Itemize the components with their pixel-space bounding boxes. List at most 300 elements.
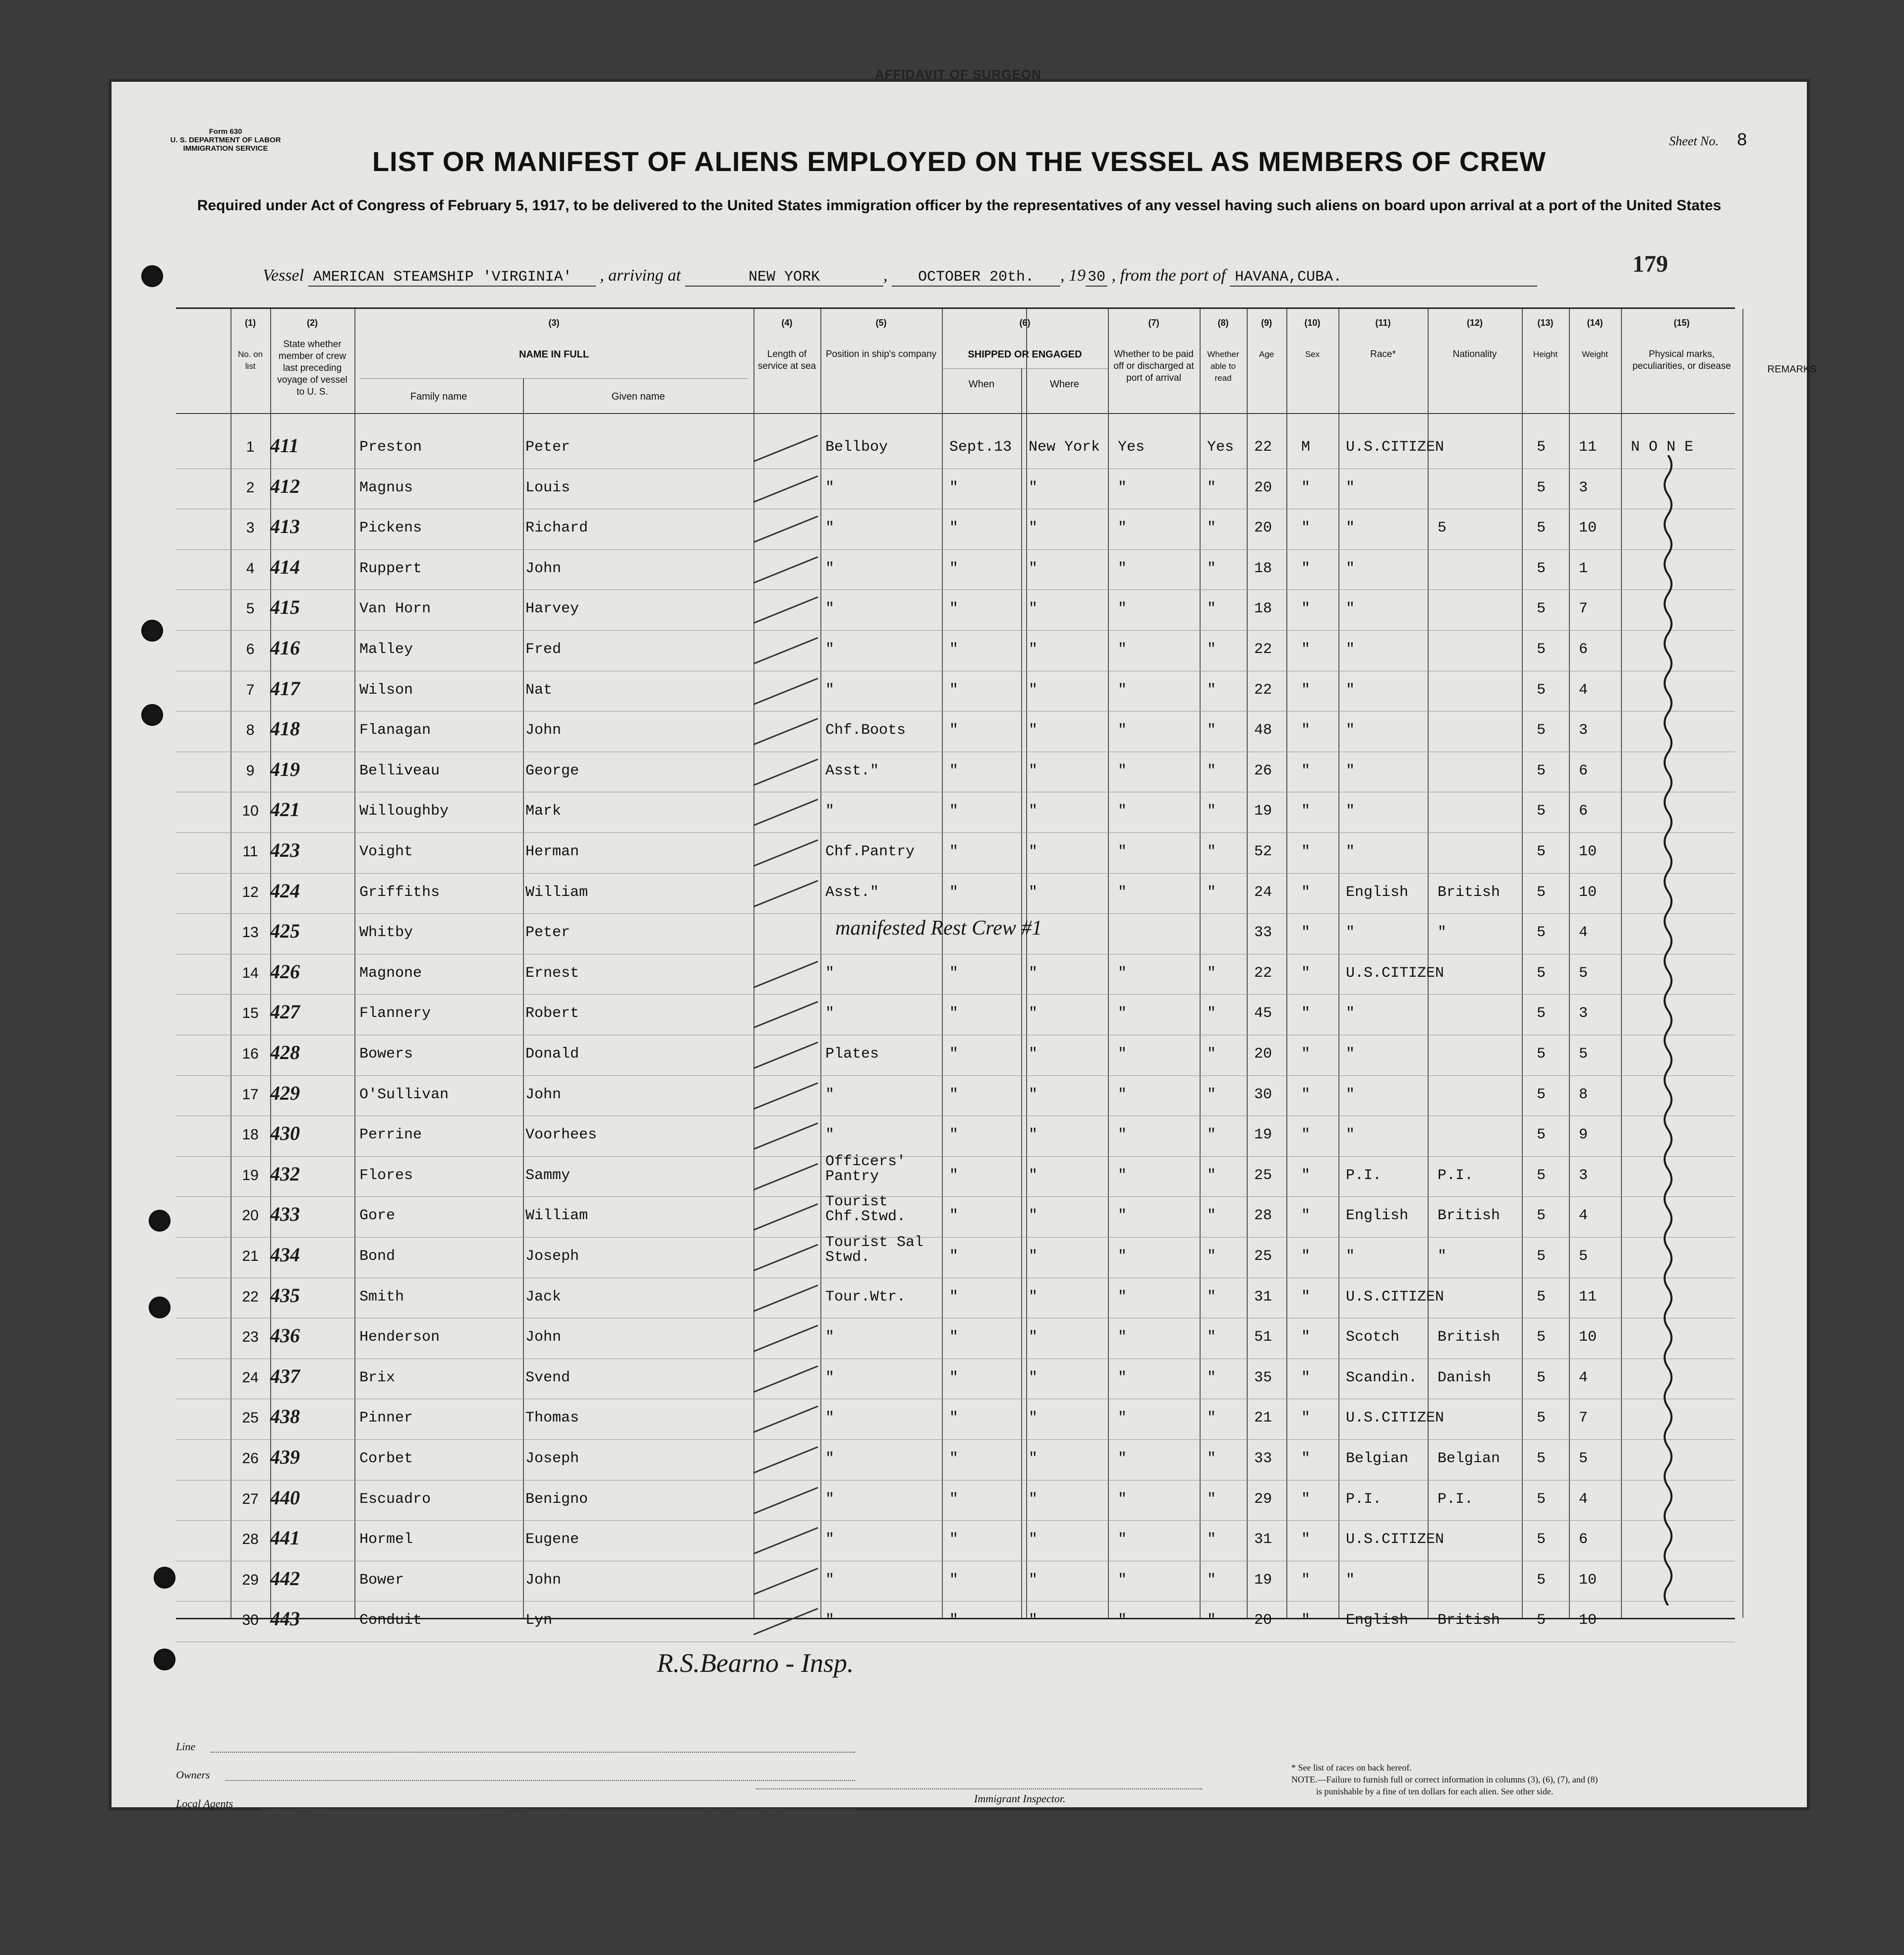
cell-where: " [1029, 600, 1038, 618]
cell-read: " [1207, 1086, 1216, 1103]
c13-number: (13) [1537, 318, 1554, 328]
cell-where: " [1029, 1046, 1038, 1063]
row-divider [176, 1196, 1735, 1197]
cell-no: 8 [246, 722, 255, 739]
cell-family: Smith [359, 1288, 404, 1305]
cell-read: " [1207, 843, 1216, 860]
arrival-port: NEW YORK [685, 269, 883, 287]
cell-family: O'Sullivan [359, 1086, 449, 1103]
cell-family: Ruppert [359, 560, 422, 577]
cell-weight: 10 [1579, 1571, 1597, 1589]
cell-no: 27 [242, 1490, 259, 1507]
cell-race: " [1346, 924, 1355, 942]
c9-label: Age [1259, 350, 1274, 359]
cell-no: 12 [242, 884, 259, 900]
cell-paid: " [1118, 1126, 1127, 1144]
cell-prev: 417 [270, 677, 300, 700]
cell-read: " [1207, 803, 1216, 820]
cell-weight: 3 [1579, 722, 1588, 739]
cell-race: " [1346, 681, 1355, 699]
cell-prev: 429 [270, 1081, 300, 1104]
cell-age: 24 [1254, 884, 1272, 901]
cell-read: " [1207, 1490, 1216, 1508]
cell-read: " [1207, 1248, 1216, 1265]
cell-prev: 443 [270, 1607, 300, 1630]
cell-where: " [1029, 520, 1038, 537]
cell-race: Belgian [1346, 1450, 1409, 1467]
cell-given: Thomas [525, 1410, 579, 1427]
column-divider [523, 378, 524, 1618]
c14-label: Weight [1582, 350, 1608, 359]
cell-given: Joseph [525, 1450, 579, 1467]
cell-paid: " [1118, 681, 1127, 699]
cell-where: " [1029, 479, 1038, 496]
c2-label: State whether member of crew last preceding voyage of vessel to U. S. [277, 339, 347, 397]
cell-sex: " [1301, 924, 1311, 942]
cell-no: 18 [242, 1126, 259, 1143]
cell-family: Wilson [359, 681, 413, 699]
c7-number: (7) [1148, 318, 1159, 328]
cell-weight: 7 [1579, 1410, 1588, 1427]
cell-age: 30 [1254, 1086, 1272, 1103]
row-divider [176, 1075, 1735, 1076]
cell-sex: " [1301, 1369, 1311, 1386]
cell-read: " [1207, 722, 1216, 739]
page-subtitle: Required under Act of Congress of February 5, 1917, to be delivered to the United States immigration officer by the representatives of any vessel having such aliens on board upon arrival at a port of the United States [197, 197, 1722, 214]
cell-paid: " [1118, 1248, 1127, 1265]
cell-position: " [825, 1571, 835, 1589]
cell-sex: " [1301, 1248, 1311, 1265]
cell-weight: 3 [1579, 1167, 1588, 1184]
cell-when: " [949, 843, 959, 860]
cell-no: 21 [242, 1248, 259, 1264]
cell-prev: 414 [270, 555, 300, 578]
cell-prev: 441 [270, 1527, 300, 1549]
cell-family: Flores [359, 1167, 413, 1184]
remarks-header: REMARKS [1767, 364, 1817, 375]
cell-weight: 6 [1579, 803, 1588, 820]
cell-family: Pinner [359, 1410, 413, 1427]
cell-height: 5 [1537, 439, 1546, 456]
cell-age: 45 [1254, 1005, 1272, 1022]
cell-nationality: P.I. [1438, 1167, 1474, 1184]
cell-family: Corbet [359, 1450, 413, 1467]
cell-sex: " [1301, 1612, 1311, 1629]
cell-position: " [825, 1490, 835, 1508]
cell-paid: " [1118, 560, 1127, 577]
column-divider [1108, 309, 1109, 1618]
cell-paid: " [1118, 843, 1127, 860]
cell-when: " [949, 600, 959, 618]
name-in-full-header: NAME IN FULL [519, 349, 589, 360]
cell-when: " [949, 1531, 959, 1548]
service-tick-mark [753, 799, 818, 826]
cell-when: " [949, 884, 959, 901]
cell-read: " [1207, 479, 1216, 496]
cell-prev: 438 [270, 1405, 300, 1428]
cell-where: " [1029, 681, 1038, 699]
cell-read: " [1207, 1126, 1216, 1144]
cell-age: 26 [1254, 762, 1272, 779]
cell-prev: 430 [270, 1122, 300, 1145]
cell-age: 19 [1254, 1126, 1272, 1144]
cell-no: 16 [242, 1046, 259, 1062]
cell-given: Lyn [525, 1612, 553, 1629]
cell-height: 5 [1537, 1531, 1546, 1548]
column-divider [1247, 309, 1248, 1618]
cell-paid: " [1118, 1167, 1127, 1184]
form-line: IMMIGRATION SERVICE [183, 144, 268, 153]
c2-number: (2) [307, 318, 318, 328]
where-header: Where [1050, 379, 1079, 390]
cell-height: 5 [1537, 1288, 1546, 1305]
cell-when: " [949, 1126, 959, 1144]
cell-family: Bond [359, 1248, 396, 1265]
cell-race: U.S.CITIZEN [1346, 1531, 1444, 1548]
service-tick-mark [753, 1284, 818, 1311]
cell-given: Richard [525, 520, 588, 537]
cell-where: " [1029, 884, 1038, 901]
cell-family: Magnus [359, 479, 413, 496]
cell-prev: 423 [270, 839, 300, 861]
cell-height: 5 [1537, 1329, 1546, 1346]
cell-family: Bowers [359, 1046, 413, 1063]
cell-when: " [949, 1329, 959, 1346]
cell-sex: " [1301, 1288, 1311, 1305]
cell-family: Flannery [359, 1005, 431, 1022]
cell-family: Van Horn [359, 600, 431, 618]
cell-nationality: P.I. [1438, 1490, 1474, 1508]
cell-weight: 4 [1579, 1369, 1588, 1386]
cell-position: " [825, 1086, 835, 1103]
cell-given: John [525, 722, 562, 739]
cell-age: 20 [1254, 520, 1272, 537]
cell-given: Harvey [525, 600, 579, 618]
cell-family: Magnone [359, 964, 422, 982]
cell-height: 5 [1537, 1369, 1546, 1386]
cell-age: 19 [1254, 1571, 1272, 1589]
cell-weight: 5 [1579, 1248, 1588, 1265]
cell-weight: 4 [1579, 924, 1588, 942]
cell-where: " [1029, 1612, 1038, 1629]
cell-no: 26 [242, 1450, 259, 1467]
service-tick-mark [753, 1568, 818, 1595]
handwritten-annotation: manifested Rest Crew #1 [835, 917, 1042, 940]
cell-weight: 4 [1579, 681, 1588, 699]
cell-race: " [1346, 479, 1355, 496]
cell-read: " [1207, 560, 1216, 577]
cell-race: " [1346, 560, 1355, 577]
cell-read: " [1207, 1410, 1216, 1427]
cell-sex: " [1301, 560, 1311, 577]
service-tick-mark [753, 1486, 818, 1514]
cell-given: Robert [525, 1005, 579, 1022]
cell-position: " [825, 1410, 835, 1427]
cell-prev: 421 [270, 798, 300, 821]
c1-label: No. on list [237, 350, 263, 371]
service-tick-mark [753, 556, 818, 584]
cell-given: John [525, 1329, 562, 1346]
cell-sex: " [1301, 1046, 1311, 1063]
cell-height: 5 [1537, 1571, 1546, 1589]
cell-given: John [525, 1086, 562, 1103]
form-line: Form 630 [209, 127, 242, 136]
cell-prev: 439 [270, 1446, 300, 1468]
cell-sex: " [1301, 964, 1311, 982]
cell-family: Hormel [359, 1531, 413, 1548]
cell-nationality: British [1438, 1329, 1500, 1346]
cell-sex: " [1301, 681, 1311, 699]
cell-read: " [1207, 641, 1216, 658]
cell-position: " [825, 1126, 835, 1144]
cell-where: " [1029, 1248, 1038, 1265]
cell-weight: 9 [1579, 1126, 1588, 1144]
cell-no: 4 [246, 560, 255, 577]
cell-height: 5 [1537, 1126, 1546, 1144]
cell-position: " [825, 641, 835, 658]
cell-given: Fred [525, 641, 562, 658]
cell-no: 23 [242, 1329, 259, 1346]
cell-sex: " [1301, 803, 1311, 820]
cell-position: " [825, 1369, 835, 1386]
cell-race: English [1346, 1612, 1409, 1629]
cell-paid: " [1118, 1450, 1127, 1467]
page-title: LIST OR MANIFEST OF ALIENS EMPLOYED ON THE VESSEL AS MEMBERS OF CREW [372, 146, 1547, 177]
cell-position: " [825, 1329, 835, 1346]
cell-position: " [825, 600, 835, 618]
cell-prev: 427 [270, 1001, 300, 1023]
vessel-name: AMERICAN STEAMSHIP 'VIRGINIA' [308, 269, 596, 287]
cell-where: " [1029, 1005, 1038, 1022]
service-tick-mark [753, 1608, 818, 1635]
column-divider [1338, 309, 1339, 1618]
cell-prev: 424 [270, 879, 300, 902]
cell-where: " [1029, 1126, 1038, 1144]
cell-weight: 4 [1579, 1207, 1588, 1225]
cell-when: " [949, 1369, 959, 1386]
cell-position: " [825, 479, 835, 496]
cell-no: 11 [242, 843, 258, 860]
cell-where: " [1029, 964, 1038, 982]
cell-where: " [1029, 722, 1038, 739]
service-tick-mark [753, 1163, 818, 1190]
cell-paid: " [1118, 762, 1127, 779]
cell-race: Scandin. [1346, 1369, 1418, 1386]
cell-age: 19 [1254, 803, 1272, 820]
cell-height: 5 [1537, 1167, 1546, 1184]
cell-where: " [1029, 1288, 1038, 1305]
service-tick-mark [753, 1365, 818, 1393]
cell-sex: " [1301, 722, 1311, 739]
service-tick-mark [753, 759, 818, 786]
cell-race: " [1346, 600, 1355, 618]
binder-hole [149, 1210, 171, 1232]
cell-family: Griffiths [359, 884, 440, 901]
cell-position: " [825, 803, 835, 820]
c11-number: (11) [1375, 318, 1391, 328]
cell-read: " [1207, 1531, 1216, 1548]
cell-paid: " [1118, 1410, 1127, 1427]
cell-where: " [1029, 762, 1038, 779]
cell-age: 52 [1254, 843, 1272, 860]
cell-read: " [1207, 600, 1216, 618]
cell-when: " [949, 560, 959, 577]
cell-paid: " [1118, 964, 1127, 982]
cell-no: 13 [242, 924, 259, 941]
cell-race: " [1346, 843, 1355, 860]
cell-given: Eugene [525, 1531, 579, 1548]
cell-height: 5 [1537, 1005, 1546, 1022]
footer-line-label: Line [176, 1740, 196, 1753]
footer-owners-label: Owners [176, 1769, 210, 1781]
cell-no: 29 [242, 1571, 259, 1588]
cell-given: Louis [525, 479, 571, 496]
cell-no: 22 [242, 1288, 259, 1305]
service-tick-mark [753, 1406, 818, 1433]
cell-height: 5 [1537, 964, 1546, 982]
cell-sex: " [1301, 1490, 1311, 1508]
cell-prev: 434 [270, 1244, 300, 1266]
cell-position: " [825, 1005, 835, 1022]
binder-hole [154, 1649, 175, 1670]
cell-read: " [1207, 1046, 1216, 1063]
cell-sex: " [1301, 641, 1311, 658]
cell-position: " [825, 1450, 835, 1467]
row-divider [176, 913, 1735, 914]
cell-height: 5 [1537, 762, 1546, 779]
cell-where: " [1029, 803, 1038, 820]
cell-height: 5 [1537, 1046, 1546, 1063]
cell-sex: M [1301, 439, 1311, 456]
column-divider [1621, 309, 1622, 1618]
cell-race: U.S.CITIZEN [1346, 439, 1444, 456]
cell-no: 14 [242, 964, 259, 981]
cell-race: P.I. [1346, 1490, 1382, 1508]
cell-paid: " [1118, 1612, 1127, 1629]
sheet-number-value: 8 [1736, 130, 1747, 151]
cell-family: Malley [359, 641, 413, 658]
c4-label: Length of service at sea [757, 349, 816, 371]
cell-sex: " [1301, 1207, 1311, 1225]
service-tick-mark [753, 475, 818, 502]
cell-race: English [1346, 1207, 1409, 1225]
cell-height: 5 [1537, 1450, 1546, 1467]
c14-number: (14) [1587, 318, 1603, 328]
header-divider [176, 413, 1735, 414]
cell-weight: 10 [1579, 1612, 1597, 1629]
cell-when: " [949, 681, 959, 699]
cell-prev: 418 [270, 717, 300, 740]
cell-weight: 6 [1579, 762, 1588, 779]
cell-where: New York [1029, 439, 1100, 456]
ditto-wavy-line [1658, 455, 1678, 1605]
cell-height: 5 [1537, 884, 1546, 901]
c7-label: Whether to be paid off or discharged at port of arrival [1113, 349, 1194, 383]
binder-hole [141, 265, 163, 287]
cell-weight: 10 [1579, 843, 1597, 860]
cell-sex: " [1301, 479, 1311, 496]
cell-given: Nat [525, 681, 553, 699]
c12-number: (12) [1466, 318, 1483, 328]
cell-family: Conduit [359, 1612, 422, 1629]
cell-family: Perrine [359, 1126, 422, 1144]
cell-position: " [825, 560, 835, 577]
cell-sex: " [1301, 1086, 1311, 1103]
cell-position: Tourist Sal Stwd. [825, 1234, 924, 1266]
form-line: U. S. DEPARTMENT OF LABOR [170, 136, 281, 144]
cell-position: Chf.Pantry [825, 843, 915, 860]
column-divider [1569, 309, 1570, 1618]
cell-family: Preston [359, 439, 422, 456]
cell-position: Plates [825, 1046, 879, 1063]
c5-number: (5) [875, 318, 887, 328]
cell-height: 5 [1537, 924, 1546, 942]
column-divider [753, 309, 754, 1618]
cell-prev: 411 [270, 434, 299, 457]
cell-read: Yes [1207, 439, 1234, 456]
inspector-label: Immigrant Inspector. [974, 1792, 1066, 1805]
cell-weight: 1 [1579, 560, 1588, 577]
cell-nationality: Belgian [1438, 1450, 1500, 1467]
cell-where: " [1029, 1207, 1038, 1225]
cell-when: " [949, 1288, 959, 1305]
c12-label: Nationality [1452, 349, 1497, 359]
cell-weight: 7 [1579, 600, 1588, 618]
cell-family: Pickens [359, 520, 422, 537]
cell-paid: " [1118, 1369, 1127, 1386]
row-divider [176, 994, 1735, 995]
cell-no: 17 [242, 1086, 259, 1103]
footer-agents-label: Local Agents [176, 1797, 233, 1810]
cell-paid: " [1118, 479, 1127, 496]
cell-nationality: British [1438, 884, 1500, 901]
cell-sex: " [1301, 1126, 1311, 1144]
service-tick-mark [753, 596, 818, 624]
cell-where: " [1029, 560, 1038, 577]
column-divider [1026, 309, 1027, 1618]
column-divider [354, 309, 355, 1618]
cell-no: 1 [246, 439, 255, 455]
cell-given: Jack [525, 1288, 562, 1305]
cell-read: " [1207, 964, 1216, 982]
cell-where: " [1029, 1369, 1038, 1386]
cell-no: 28 [242, 1531, 259, 1548]
crew-table [176, 307, 1817, 1678]
cell-sex: " [1301, 762, 1311, 779]
cell-weight: 10 [1579, 884, 1597, 901]
cell-where: " [1029, 1329, 1038, 1346]
cell-read: " [1207, 1005, 1216, 1022]
cell-age: 25 [1254, 1167, 1272, 1184]
cell-race: " [1346, 803, 1355, 820]
cell-prev: 435 [270, 1284, 300, 1306]
cell-where: " [1029, 1086, 1038, 1103]
cell-weight: 5 [1579, 964, 1588, 982]
service-tick-mark [753, 1001, 818, 1028]
cell-position: Tour.Wtr. [825, 1288, 906, 1305]
binder-hole [141, 620, 163, 642]
cell-paid: " [1118, 520, 1127, 537]
cell-prev: 440 [270, 1486, 300, 1509]
cell-when: " [949, 1571, 959, 1589]
cell-when: " [949, 479, 959, 496]
cell-nationality: Danish [1438, 1369, 1492, 1386]
cell-where: " [1029, 1531, 1038, 1548]
column-divider [820, 309, 821, 1618]
cell-given: George [525, 762, 579, 779]
service-tick-mark [753, 1527, 818, 1554]
column-divider [1522, 309, 1523, 1618]
